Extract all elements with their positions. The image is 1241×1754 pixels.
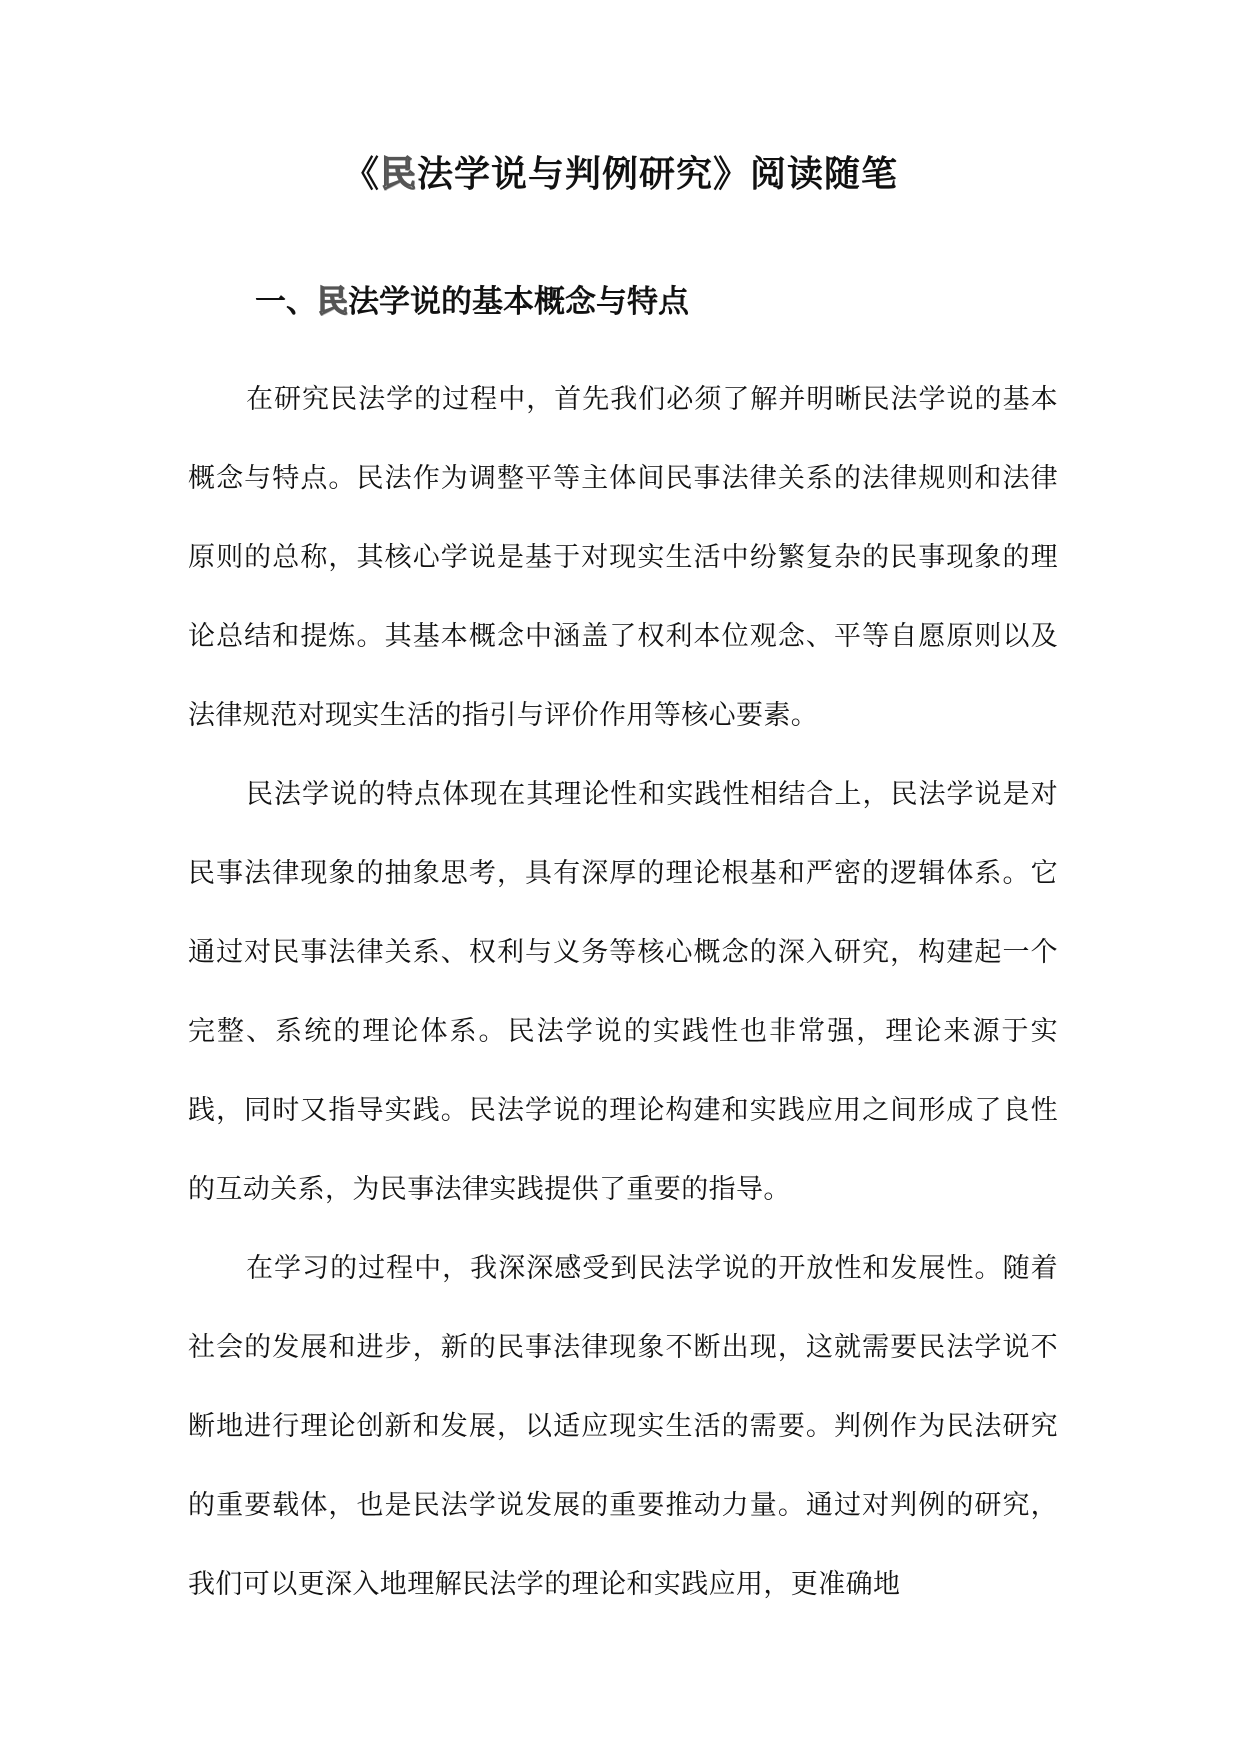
paragraph-3: 在学习的过程中，我深深感受到民法学说的开放性和发展性。随着社会的发展和进步，新的民事法律现象不断出现，这就需要民法学说不断地进行理论创新和发展，以适应现实生活的需要。判例作为民法研究的重要载体，也是民法学说发展的重要推动力量。通过对判例的研究，我们可以更深入地理解民法学的理论和实践应用，更准确地: [188, 1253, 1058, 1600]
section-heading-rest: 法学说的基本概念与特点: [348, 284, 689, 320]
body-text: [188, 360, 1058, 1624]
paragraph-2: 民法学说的特点体现在其理论性和实践性相结合上，民法学说是对民事法律现象的抽象思考，具有深厚的理论根基和严密的逻辑体系。它通过对民事法律关系、权利与义务等核心概念的深入研究，构建起一个完整、系统的理论体系。民法学说的实践性也非常强，理论来源于实践，同时又指导实践。民法学说的理论构建和实践应用之间形成了良性的互动关系，为民事法律实践提供了重要的指导。: [188, 779, 1058, 1205]
document-title: [0, 150, 1241, 200]
section-heading-1: [255, 280, 689, 324]
section-heading-outline-char: 民: [317, 284, 348, 320]
title-open-bracket: 《: [342, 154, 380, 195]
paragraph-1: 在研究民法学的过程中，首先我们必须了解并明晰民法学说的基本概念与特点。民法作为调整平等主体间民事法律关系的法律规则和法律原则的总称，其核心学说是基于对现实生活中纷繁复杂的民事现象的理论总结和提炼。其基本概念中涵盖了权利本位观念、平等自愿原则以及法律规范对现实生活的指引与评价作用等核心要素。: [188, 384, 1058, 731]
section-heading-prefix: 一、: [255, 284, 317, 320]
title-outline-char: 民: [379, 154, 417, 195]
title-rest: 法学说与判例研究》阅读随笔: [417, 154, 899, 195]
